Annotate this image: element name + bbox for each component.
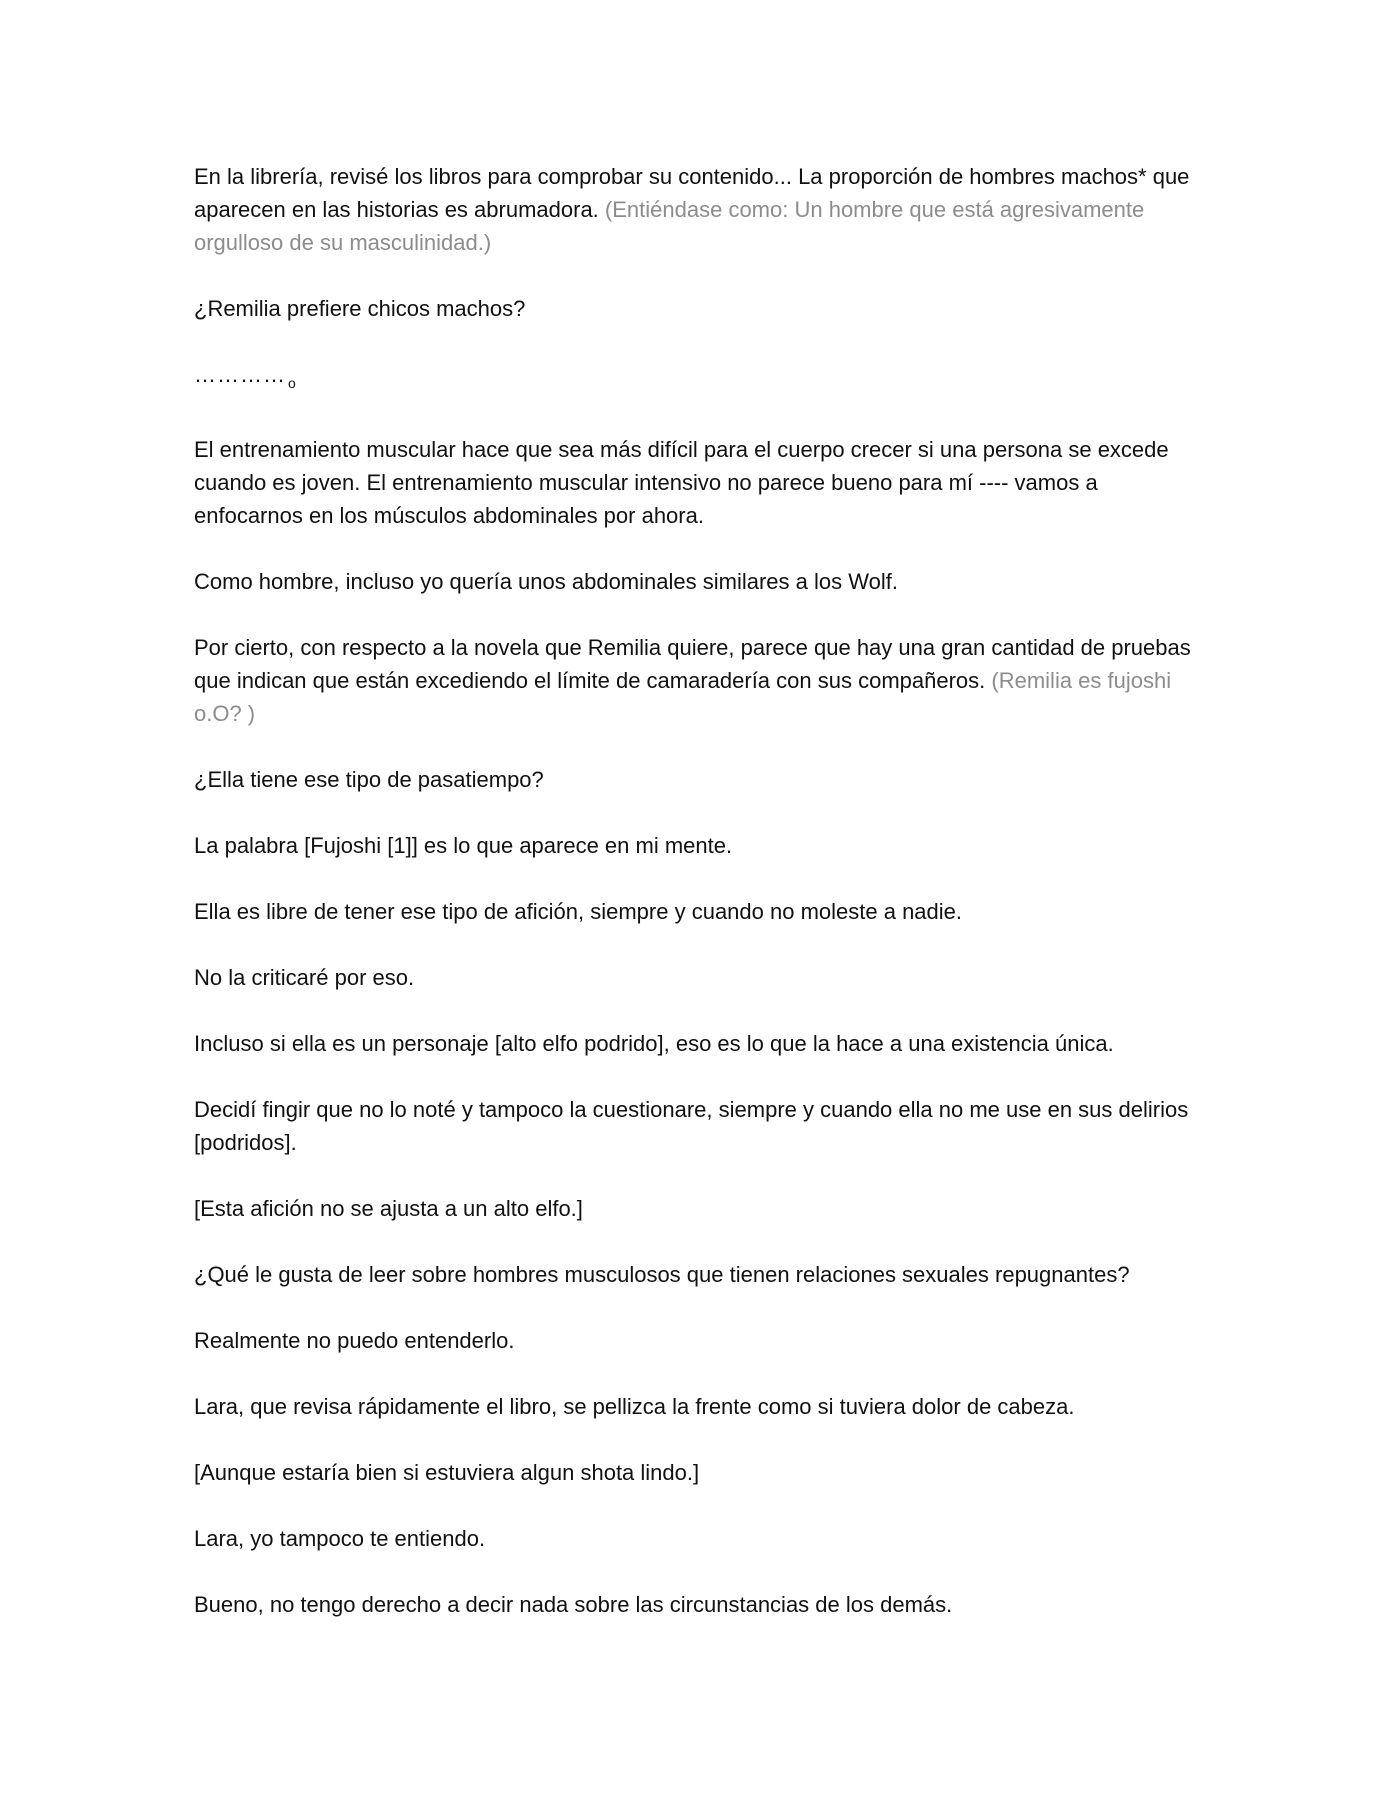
paragraph [194, 1093, 1204, 1159]
paragraph-text: Realmente no puedo entenderlo. [194, 1328, 515, 1353]
small-circle-mark: o [288, 375, 296, 391]
paragraph-text: ¿Qué le gusta de leer sobre hombres musculosos que tienen relaciones sexuales repugnantes? [194, 1262, 1130, 1287]
paragraph [194, 1390, 1204, 1423]
paragraph [194, 1588, 1204, 1621]
paragraph [194, 565, 1204, 598]
paragraph-text: Lara, yo tampoco te entiendo. [194, 1526, 486, 1551]
translator-note: (Remilia es fujoshi o.O? ) [194, 668, 1172, 726]
paragraph-text: En la librería, revisé los libros para comprobar su contenido... La proporción de hombres machos* que aparecen en las historias es abrumadora. [194, 164, 1190, 222]
paragraph-text: ¿Remilia prefiere chicos machos? [194, 296, 526, 321]
ellipsis-text: ………… [194, 362, 286, 387]
paragraph-text: Decidí fingir que no lo noté y tampoco la cuestionare, siempre y cuando ella no me use en sus delirios [podridos]. [194, 1097, 1189, 1155]
paragraph-text: La palabra [Fujoshi [1]] es lo que aparece en mi mente. [194, 833, 733, 858]
paragraph [194, 1456, 1204, 1489]
paragraph-text: Lara, que revisa rápidamente el libro, se pellizca la frente como si tuviera dolor de cabeza. [194, 1394, 1075, 1419]
paragraph-text: Incluso si ella es un personaje [alto elfo podrido], eso es lo que la hace a una existencia única. [194, 1031, 1114, 1056]
paragraph [194, 1324, 1204, 1357]
paragraph [194, 1258, 1204, 1291]
paragraph [194, 433, 1204, 532]
paragraph [194, 631, 1204, 730]
translator-note: (Entiéndase como: Un hombre que está agresivamente orgulloso de su masculinidad.) [194, 197, 1145, 255]
paragraph-text: No la criticaré por eso. [194, 965, 415, 990]
paragraph-text: [Esta afición no se ajusta a un alto elfo.] [194, 1196, 583, 1221]
paragraph [194, 895, 1204, 928]
paragraph-text: ¿Ella tiene ese tipo de pasatiempo? [194, 767, 544, 792]
paragraph [194, 292, 1204, 325]
paragraph [194, 961, 1204, 994]
paragraph [194, 1522, 1204, 1555]
paragraph [194, 358, 1204, 400]
document-body [194, 160, 1204, 1654]
paragraph-text: El entrenamiento muscular hace que sea más difícil para el cuerpo crecer si una persona se excede cuando es joven. El entrenamiento muscular intensivo no parece bueno para mí ---- vamos a enfocarnos en los músculos abdominales por ahora. [194, 437, 1169, 528]
paragraph-text: [Aunque estaría bien si estuviera algun shota lindo.] [194, 1460, 700, 1485]
paragraph-text: Por cierto, con respecto a la novela que Remilia quiere, parece que hay una gran cantidad de pruebas que indican que están excediendo el límite de camaradería con sus compañeros. [194, 635, 1191, 693]
paragraph [194, 763, 1204, 796]
paragraph-text: Bueno, no tengo derecho a decir nada sobre las circunstancias de los demás. [194, 1592, 953, 1617]
paragraph [194, 829, 1204, 862]
paragraph-text: Como hombre, incluso yo quería unos abdominales similares a los Wolf. [194, 569, 898, 594]
paragraph [194, 1027, 1204, 1060]
paragraph [194, 160, 1204, 259]
paragraph-text: Ella es libre de tener ese tipo de afición, siempre y cuando no moleste a nadie. [194, 899, 963, 924]
paragraph [194, 1192, 1204, 1225]
